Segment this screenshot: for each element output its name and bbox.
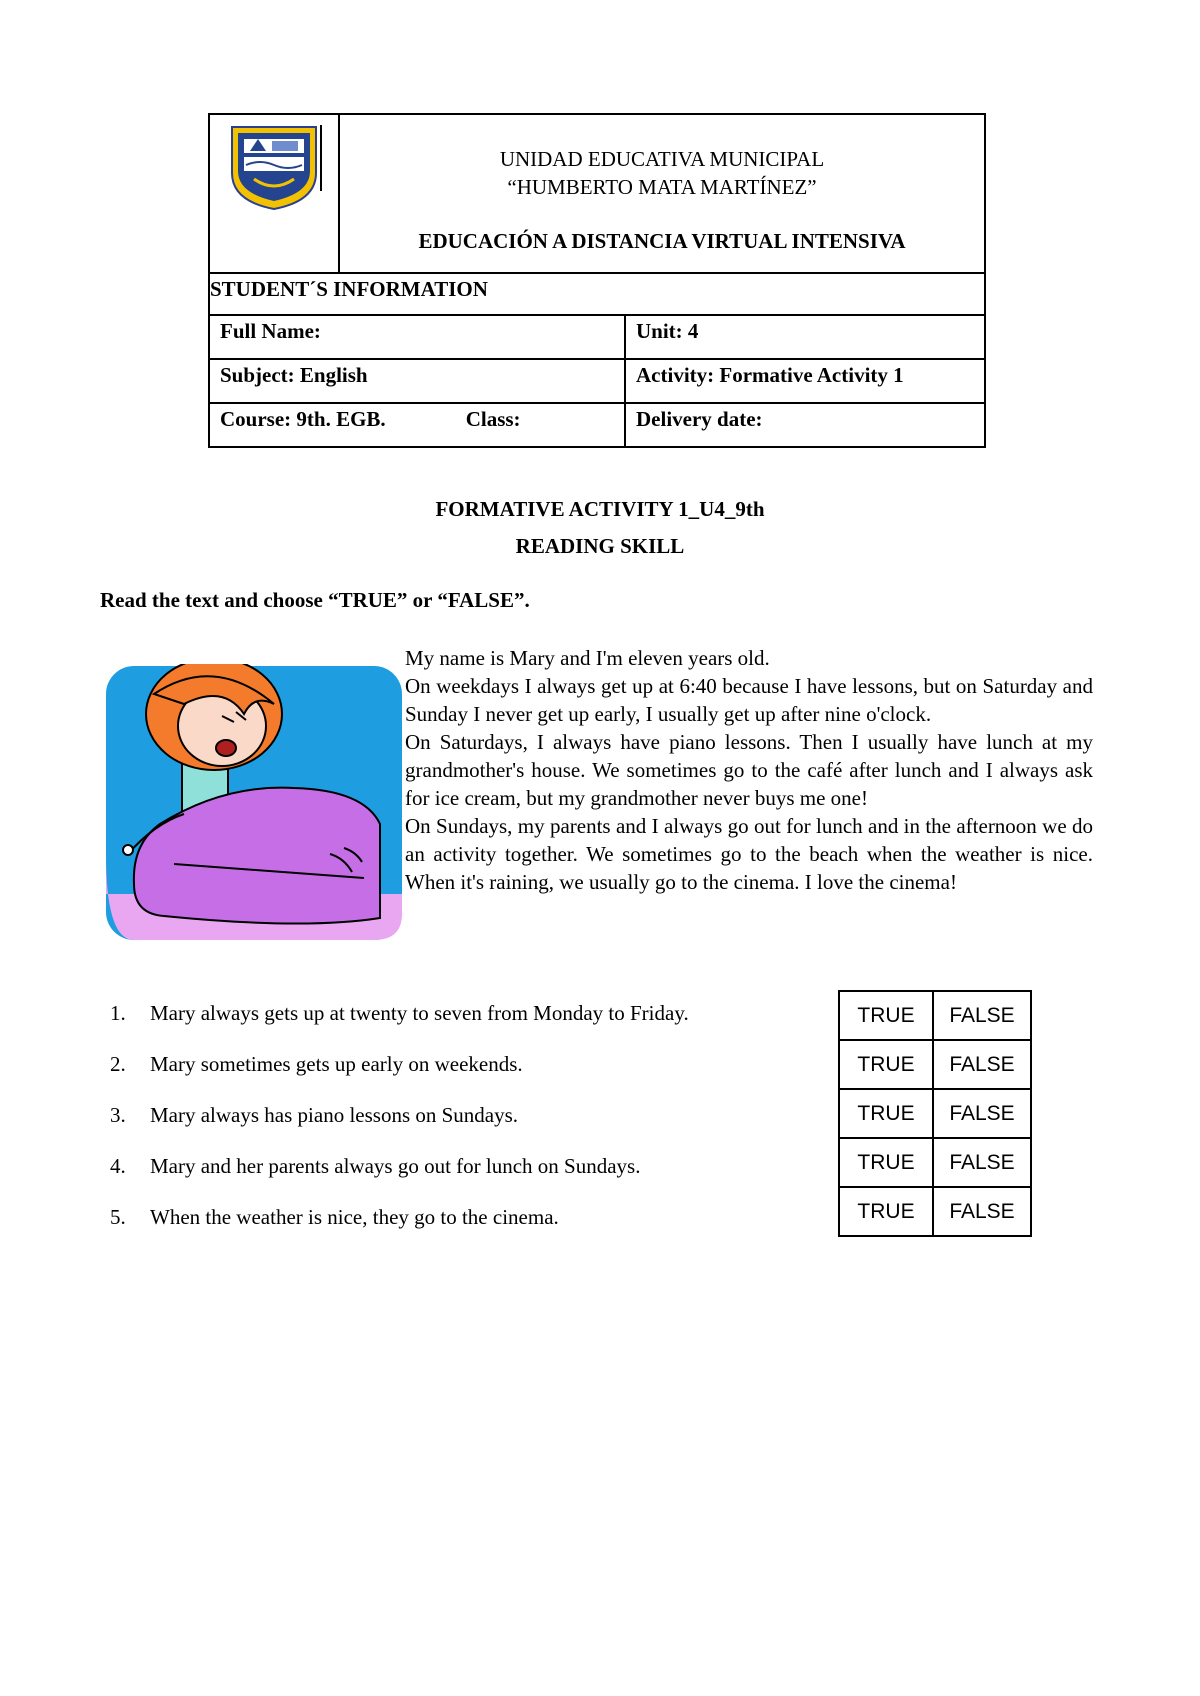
story-paragraph: On weekdays I always get up at 6:40 because I have lessons, but on Saturday and Sunday I never get up early, I usually get up after nine o'clock. (405, 674, 1093, 726)
course-label: Course: 9th. EGB. (220, 407, 386, 431)
answer-row (839, 1187, 1031, 1236)
question-text: Mary and her parents always go out for lunch on Sundays. (150, 1154, 641, 1178)
girl-waking-up-illustration (104, 664, 404, 942)
question-item (110, 1100, 810, 1151)
question-item (110, 1202, 810, 1253)
activity-title: FORMATIVE ACTIVITY 1_U4_9th (435, 497, 765, 521)
logo-cell (210, 115, 340, 272)
true-false-table (838, 990, 1032, 1237)
answer-row (839, 1040, 1031, 1089)
program-title: EDUCACIÓN A DISTANCIA VIRTUAL INTENSIVA (418, 229, 906, 253)
logo-divider (320, 125, 322, 191)
student-info-table (208, 113, 986, 448)
question-number: 2. (110, 1052, 126, 1076)
info-row-2 (210, 358, 984, 402)
story-paragraph: On Sundays, my parents and I always go out for lunch and in the afternoon we do an activity together. We sometimes go to the beach when the weather is nice. When it's raining, we usually go to the cinema. I love the cinema! (405, 814, 1093, 894)
answer-row (839, 991, 1031, 1040)
question-list (110, 998, 810, 1253)
true-option[interactable]: TRUE (839, 1040, 933, 1089)
answer-row (839, 1089, 1031, 1138)
school-name-line1: UNIDAD EDUCATIVA MUNICIPAL (499, 147, 825, 171)
true-option[interactable]: TRUE (839, 1089, 933, 1138)
unit-field: Unit: 4 (636, 319, 699, 343)
question-item (110, 1151, 810, 1202)
question-number: 5. (110, 1205, 126, 1229)
header-row (210, 115, 984, 272)
delivery-date-field[interactable]: Delivery date: (636, 407, 763, 431)
skill-title: READING SKILL (515, 534, 685, 558)
info-row-3 (210, 402, 984, 446)
full-name-field[interactable]: Full Name: (210, 316, 626, 358)
school-title (340, 115, 984, 272)
course-class-field (210, 404, 626, 446)
true-option[interactable]: TRUE (839, 991, 933, 1040)
instruction-text: Read the text and choose “TRUE” or “FALSE”. (100, 588, 530, 612)
true-option[interactable]: TRUE (839, 1138, 933, 1187)
question-number: 3. (110, 1103, 126, 1127)
subject-field: Subject: English (210, 360, 626, 402)
reading-passage (405, 644, 1093, 896)
activity-field: Activity: Formative Activity 1 (636, 363, 904, 387)
false-option[interactable]: FALSE (933, 1040, 1031, 1089)
question-item (110, 1049, 810, 1100)
question-text: Mary always gets up at twenty to seven from Monday to Friday. (150, 1001, 689, 1025)
info-row-1 (210, 314, 984, 358)
story-paragraph: My name is Mary and I'm eleven years old. (405, 646, 770, 670)
true-option[interactable]: TRUE (839, 1187, 933, 1236)
question-text: Mary always has piano lessons on Sundays. (150, 1103, 519, 1127)
question-text: Mary sometimes gets up early on weekends. (150, 1052, 523, 1076)
school-name-line2: “HUMBERTO MATA MARTÍNEZ” (507, 175, 817, 199)
false-option[interactable]: FALSE (933, 991, 1031, 1040)
answer-row (839, 1138, 1031, 1187)
question-text: When the weather is nice, they go to the cinema. (150, 1205, 559, 1229)
false-option[interactable]: FALSE (933, 1138, 1031, 1187)
question-number: 1. (110, 1001, 126, 1025)
false-option[interactable]: FALSE (933, 1089, 1031, 1138)
question-number: 4. (110, 1154, 126, 1178)
school-crest-icon (224, 123, 324, 213)
false-option[interactable]: FALSE (933, 1187, 1031, 1236)
section-banner: STUDENT´S INFORMATION (210, 272, 984, 314)
class-field[interactable]: Class: (465, 407, 521, 431)
question-item (110, 998, 810, 1049)
story-paragraph: On Saturdays, I always have piano lessons. Then I usually have lunch at my grandmother's house. We sometimes go to the café after lunch and I always ask for ice cream, but my grandmother never buys me one! (405, 730, 1093, 810)
